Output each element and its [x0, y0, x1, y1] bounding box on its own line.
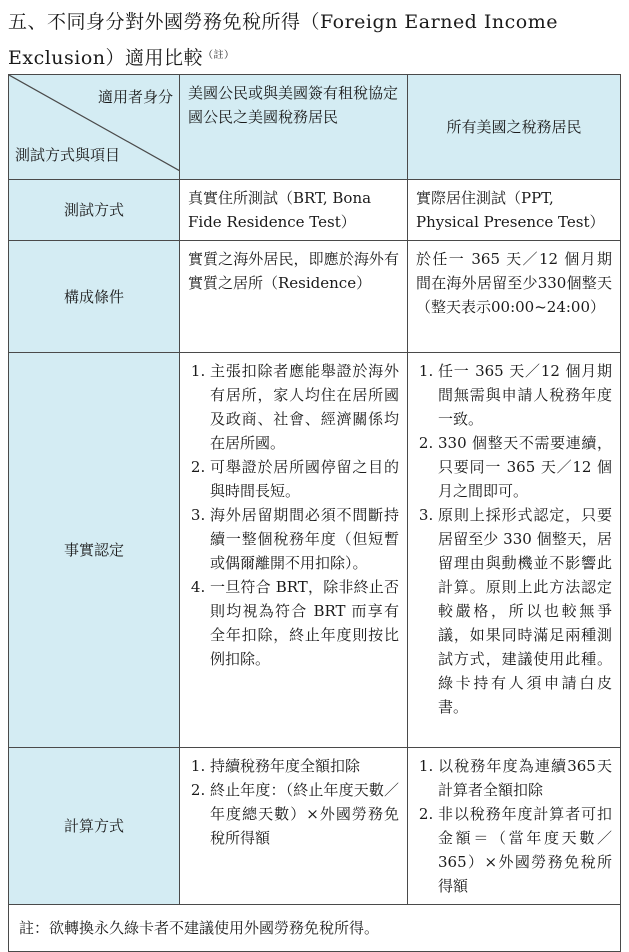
cell-calc-ppt — [408, 748, 621, 905]
list-item: 2. 終止年度：（終止年度天數／年度總天數）×外國勞務免稅所得額 — [210, 778, 399, 850]
list-item: 4. 一旦符合 BRT，除非終止否則均視為符合 BRT 而享有全年扣除，終止年度則按比例扣除。 — [210, 575, 399, 671]
facts-ppt-list — [416, 359, 612, 719]
header-col-us-citizen: 美國公民或與美國簽有租稅協定國公民之美國稅務居民 — [180, 75, 408, 180]
row-facts — [9, 353, 621, 748]
section-title — [8, 4, 623, 76]
list-item: 2. 可舉證於居所國停留之目的與時間長短。 — [210, 455, 399, 503]
title-line-2-text: Exclusion）適用比較 — [8, 47, 204, 69]
list-item: 1. 任一 365 天／12 個月期間無需與申請人稅務年度一致。 — [438, 359, 612, 431]
cell-facts-brt — [180, 353, 408, 748]
title-line-1: 五、不同身分對外國勞務免稅所得（Foreign Earned Income — [8, 11, 558, 33]
list-item: 1. 主張扣除者應能舉證於海外有居所，家人均住在居所國及政商、社會、經濟關係均在居所國。 — [210, 359, 399, 455]
diag-top-label: 適用者身分 — [97, 88, 173, 106]
header-col-all-residents: 所有美國之稅務居民 — [408, 75, 621, 180]
list-item: 3. 原則上採形式認定，只要居留至少 330 個整天，居留理由與動機並不影響此計算。原則上此方法認定較嚴格，所以也較無爭議，如果同時滿足兩種測試方式，建議使用此種。綠卡持有人須申請白皮書。 — [438, 503, 612, 719]
calc-ppt-list — [416, 754, 612, 898]
cell-calc-brt — [180, 748, 408, 905]
calc-brt-list — [188, 754, 399, 850]
row-test-method — [9, 180, 621, 241]
diagonal-header-cell — [9, 75, 180, 180]
header-row — [9, 75, 621, 180]
row-note — [9, 905, 621, 952]
list-item: 2. 330 個整天不需要連續，只要同一 365 天／12 個月之間即可。 — [438, 431, 612, 503]
row-label-calculation: 計算方式 — [9, 748, 180, 905]
list-item: 3. 海外居留期間必須不間斷持續一整個稅務年度（但短暫或偶爾離開不用扣除）。 — [210, 503, 399, 575]
cell-ppt: 實際居住測試（PPT, Physical Presence Test） — [408, 180, 621, 241]
comparison-table — [8, 74, 621, 952]
list-item: 1. 持續稅務年度全額扣除 — [210, 754, 399, 778]
list-item: 1. 以稅務年度為連續365天計算者全額扣除 — [438, 754, 612, 802]
row-conditions — [9, 241, 621, 353]
row-label-facts: 事實認定 — [9, 353, 180, 748]
diag-bottom-label: 測試方式與項目 — [15, 146, 121, 164]
diagonal-header — [9, 75, 179, 171]
title-note-mark: （註） — [203, 50, 235, 61]
title-line-2 — [8, 40, 623, 76]
facts-brt-list — [188, 359, 399, 671]
table-note: 註：欲轉換永久綠卡者不建議使用外國勞務免稅所得。 — [9, 905, 621, 952]
cell-conditions-ppt: 於任一 365 天／12 個月期間在海外居留至少330個整天（整天表示00:00~24:00） — [408, 241, 621, 353]
cell-brt: 真實住所測試（BRT, Bona Fide Residence Test） — [180, 180, 408, 241]
cell-facts-ppt — [408, 353, 621, 748]
row-calculation — [9, 748, 621, 905]
row-label-conditions: 構成條件 — [9, 241, 180, 353]
list-item: 2. 非以稅務年度計算者可扣金額＝（當年度天數／365）×外國勞務免稅所得額 — [438, 802, 612, 898]
row-label-test-method: 測試方式 — [9, 180, 180, 241]
cell-conditions-brt: 實質之海外居民，即應於海外有實質之居所（Residence） — [180, 241, 408, 353]
